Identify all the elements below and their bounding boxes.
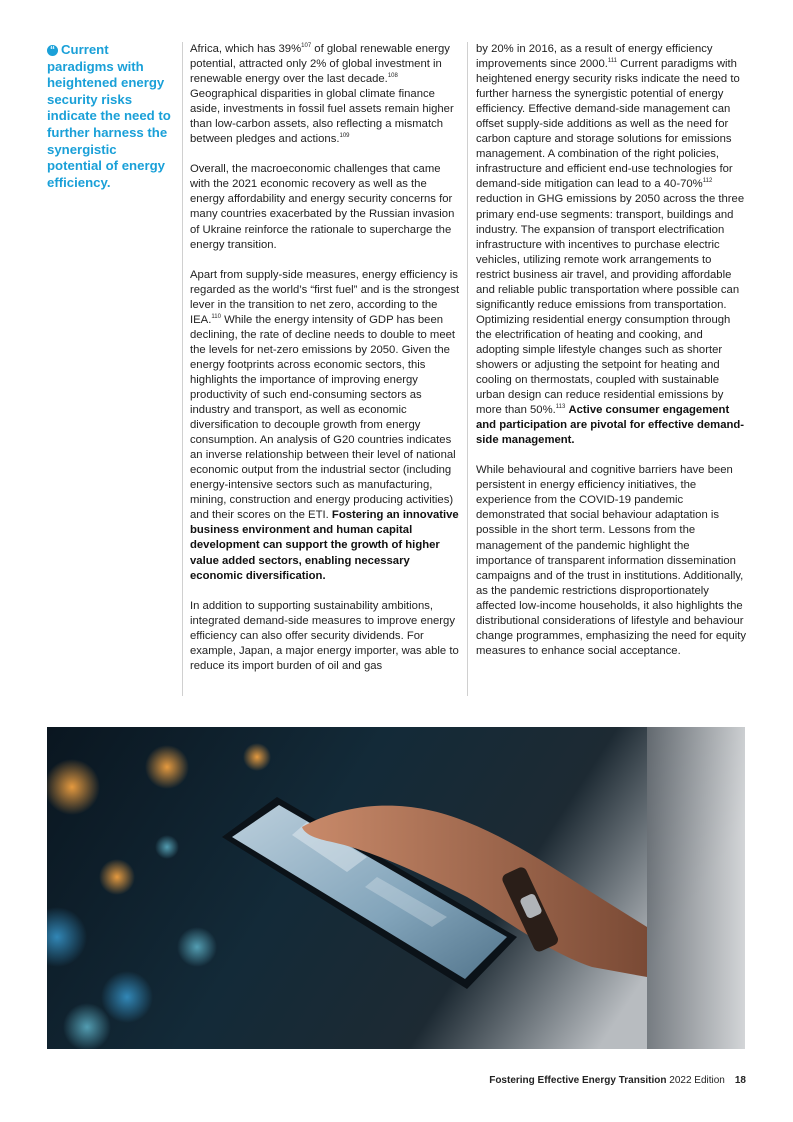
paragraph: While behavioural and cognitive barriers have been persistent in energy efficiency initiatives, the experience from the COVID-19 pandemic demonstrated that social behaviour adaptation is possible in the short term. Lessons from the management of the pandemic highlight the importance of transparent information dissemination campaigns and of the trust in institutions. Additionally, as the pandemic restrictions disproportionately affected low-income households, it also highlights the distributional considerations of lifestyle and behaviour change programmes, emphasizing the need for equity measures to enhance social acceptance. bbox=[476, 464, 747, 657]
pull-quote bbox=[47, 42, 175, 191]
footnote-ref: 110 bbox=[211, 313, 221, 320]
text-column-1 bbox=[190, 42, 462, 689]
column-divider bbox=[467, 42, 468, 696]
pull-quote-text: Current paradigms with heightened energy security risks indicate the need to further harness the synergistic potential of energy efficiency. bbox=[47, 42, 171, 190]
paragraph: Overall, the macroeconomic challenges that came with the 2021 economic recovery as well as the energy affordability and energy security concerns for many countries exacerbated by the Russian invasion of Ukraine reinforce the rationale to supercharge the energy transition. bbox=[190, 163, 455, 251]
emphasis-text: Fostering an innovative business environment and human capital development can support the growth of higher value added sectors, enabling necessary economic diversification. bbox=[190, 509, 459, 582]
report-title: Fostering Effective Energy Transition bbox=[489, 1075, 667, 1086]
column-divider bbox=[182, 42, 183, 696]
photo-illustration bbox=[47, 727, 745, 1049]
emphasis-text: Active consumer engagement and participation are pivotal for effective demand-side management. bbox=[476, 404, 745, 447]
text-column-2 bbox=[476, 42, 748, 674]
paragraph: by 20% in 2016, as a result of energy efficiency improvements since 2000.$^{111}$ Current paradigms with heightened energy security risks indicate the need to further harness the synergistic potential of energy efficiency. Effective demand-side management can offset supply-side additions as well as the need for carbon capture and storage solutions for emissions management. A combination of the right policies, infrastructure and efficient end-use technologies for demand-side mitigation can lead to a 40-70%$^{112}$ reduction in GHG emissions by 2050 across the three primary end-use segments: transport, buildings and industry. The expansion of transport electrification infrastructure with incentives to purchase electric vehicles, utilizing remote work arrangements to restrict business air travel, and providing affordable and reliable public transportation where possible can significantly reduce emissions from transportation. Optimizing residential energy consumption through the electrification of heating and cooking, and adopting simple lifestyle changes such as shorter showers or adjusting the setpoint for heating and cooling on thermostats, coupled with sustainable urban design can reduce residential emissions by more than 50%.$^{113}$ Active consumer engagement and participation are pivotal for effective demand-side management. bbox=[476, 43, 745, 447]
footnote-ref: 108 bbox=[387, 73, 398, 80]
report-edition: 2022 Edition bbox=[666, 1075, 725, 1086]
paragraph: In addition to supporting sustainability ambitions, integrated demand-side measures to improve energy efficiency can also offer security dividends. For example, Japan, a major energy importer, was able to reduce its import burden of oil and gas bbox=[190, 599, 459, 672]
page-footer bbox=[489, 1075, 746, 1086]
paragraph: Apart from supply-side measures, energy efficiency is regarded as the world’s “first fuel” and is the strongest lever in the transition to net zero, according to the IEA.$^{110}$ While the energy intensity of GDP has been declining, the rate of decline needs to double to meet the levels for net-zero emissions by 2050. Given the energy footprints across economic sectors, this highlights the importance of improving energy productivity of such end-consuming sectors as industry and transport, as well as economic diversification to decouple growth from energy consumption. An analysis of G20 countries indicates an inverse relationship between their level of national economic output from the industrial sector (including energy-intensive sectors such as manufacturing, mining, construction and energy producing activities) and their scores on the ETI. Fostering an innovative business environment and human capital development can support the growth of higher value added sectors, enabling necessary economic diversification. bbox=[190, 268, 460, 582]
paragraph: Africa, which has 39%$^{107}$ of global renewable energy potential, attracted only 2% of global investment in renewable energy over the last decade.$^{108}$ Geographical disparities in global climate finance aside, investments in fossil fuel assets remain higher than low-carbon assets, also reflecting a mismatch between pledges and actions.$^{109}$ bbox=[190, 43, 454, 146]
quote-mark-icon: “ bbox=[47, 45, 58, 56]
footnote-ref: 112 bbox=[702, 178, 713, 185]
footnote-ref: 113 bbox=[555, 404, 566, 411]
hand-tablet-photo bbox=[47, 727, 745, 1049]
footnote-ref: 111 bbox=[607, 58, 617, 65]
page-number: 18 bbox=[734, 1075, 746, 1086]
footnote-ref: 109 bbox=[339, 133, 350, 140]
footnote-ref: 107 bbox=[301, 43, 312, 49]
